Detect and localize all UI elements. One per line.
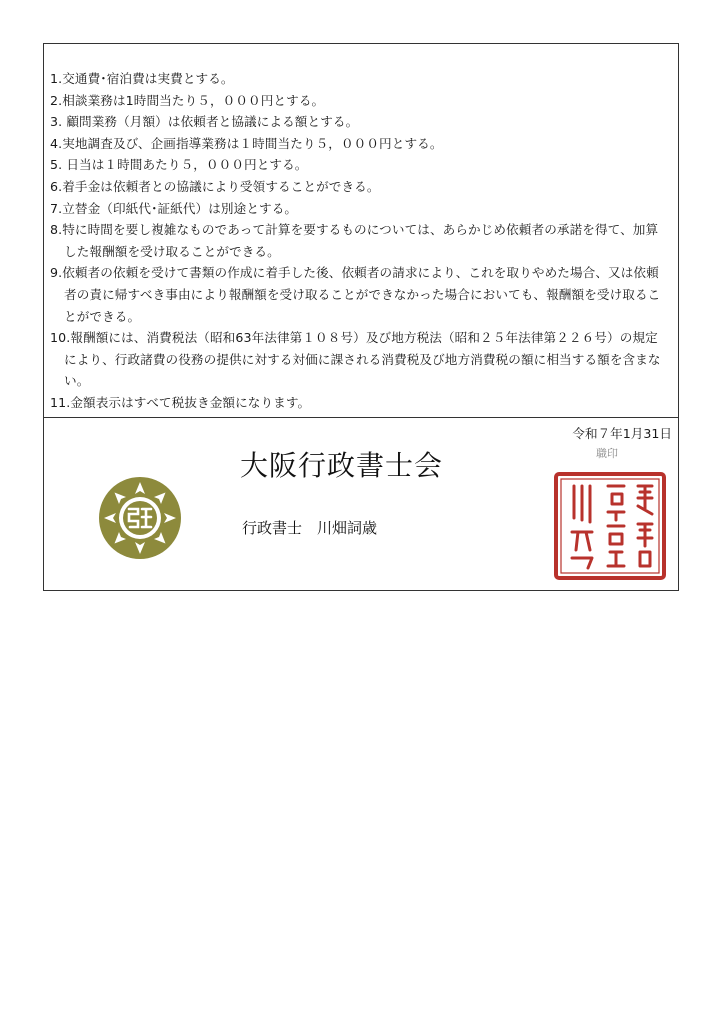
term-item-6: 6.着手金は依頼者との協議により受領することができる。 (50, 178, 380, 194)
fee-document-frame (43, 43, 679, 591)
term-item-8: 8.特に時間を要し複雑なものであって計算を要するものについては、あらかじめ依頼者の承諾を得て、加算した報酬額を受け取ることができる。 (50, 222, 659, 259)
term-item-2: 2.相談業務は1時間当たり５，０００円とする。 (50, 92, 325, 108)
term-item-11: 11.金額表示はすべて税抜き金額になります。 (50, 394, 311, 410)
term-item-10: 10.報酬額には、消費税法（昭和63年法律第１０８号）及び地方税法（昭和２５年法律第２２６号）の規定により、行政諸費の役務の提供に対する対価に課される消費税及び地方消費税の額に相当する額を含まない。 (50, 330, 661, 389)
term-item-9: 9.依頼者の依頼を受けて書類の作成に着手した後、依頼者の請求により、これを取りやめた場合、又は依頼者の責に帰すべき事由により報酬額を受け取ることができなかった場合においても、報酬額を受け取ることができる。 (50, 265, 661, 324)
issue-date: 令和７年1月31日 (572, 426, 672, 441)
gyoseishoshi-emblem-icon (98, 476, 182, 560)
term-item-3: 3. 顧問業務（月額）は依頼者と協議による額とする。 (50, 114, 359, 130)
fee-terms-section (44, 44, 678, 418)
term-item-5: 5. 日当は１時間あたり５，０００円とする。 (50, 157, 308, 173)
term-item-4: 4.実地調査及び、企画指導業務は１時間当たり５，０００円とする。 (50, 135, 443, 151)
seal-label: 職印 (596, 447, 618, 460)
term-item-1: 1.交通費･宿泊費は実費とする。 (50, 71, 234, 86)
association-name: 大阪行政書士会 (240, 449, 444, 482)
personal-seal-stamp (552, 470, 668, 582)
practitioner-name: 行政書士 川畑詞歳 (242, 519, 378, 537)
term-item-7: 7.立替金（印紙代･証紙代）は別途とする。 (50, 200, 298, 216)
